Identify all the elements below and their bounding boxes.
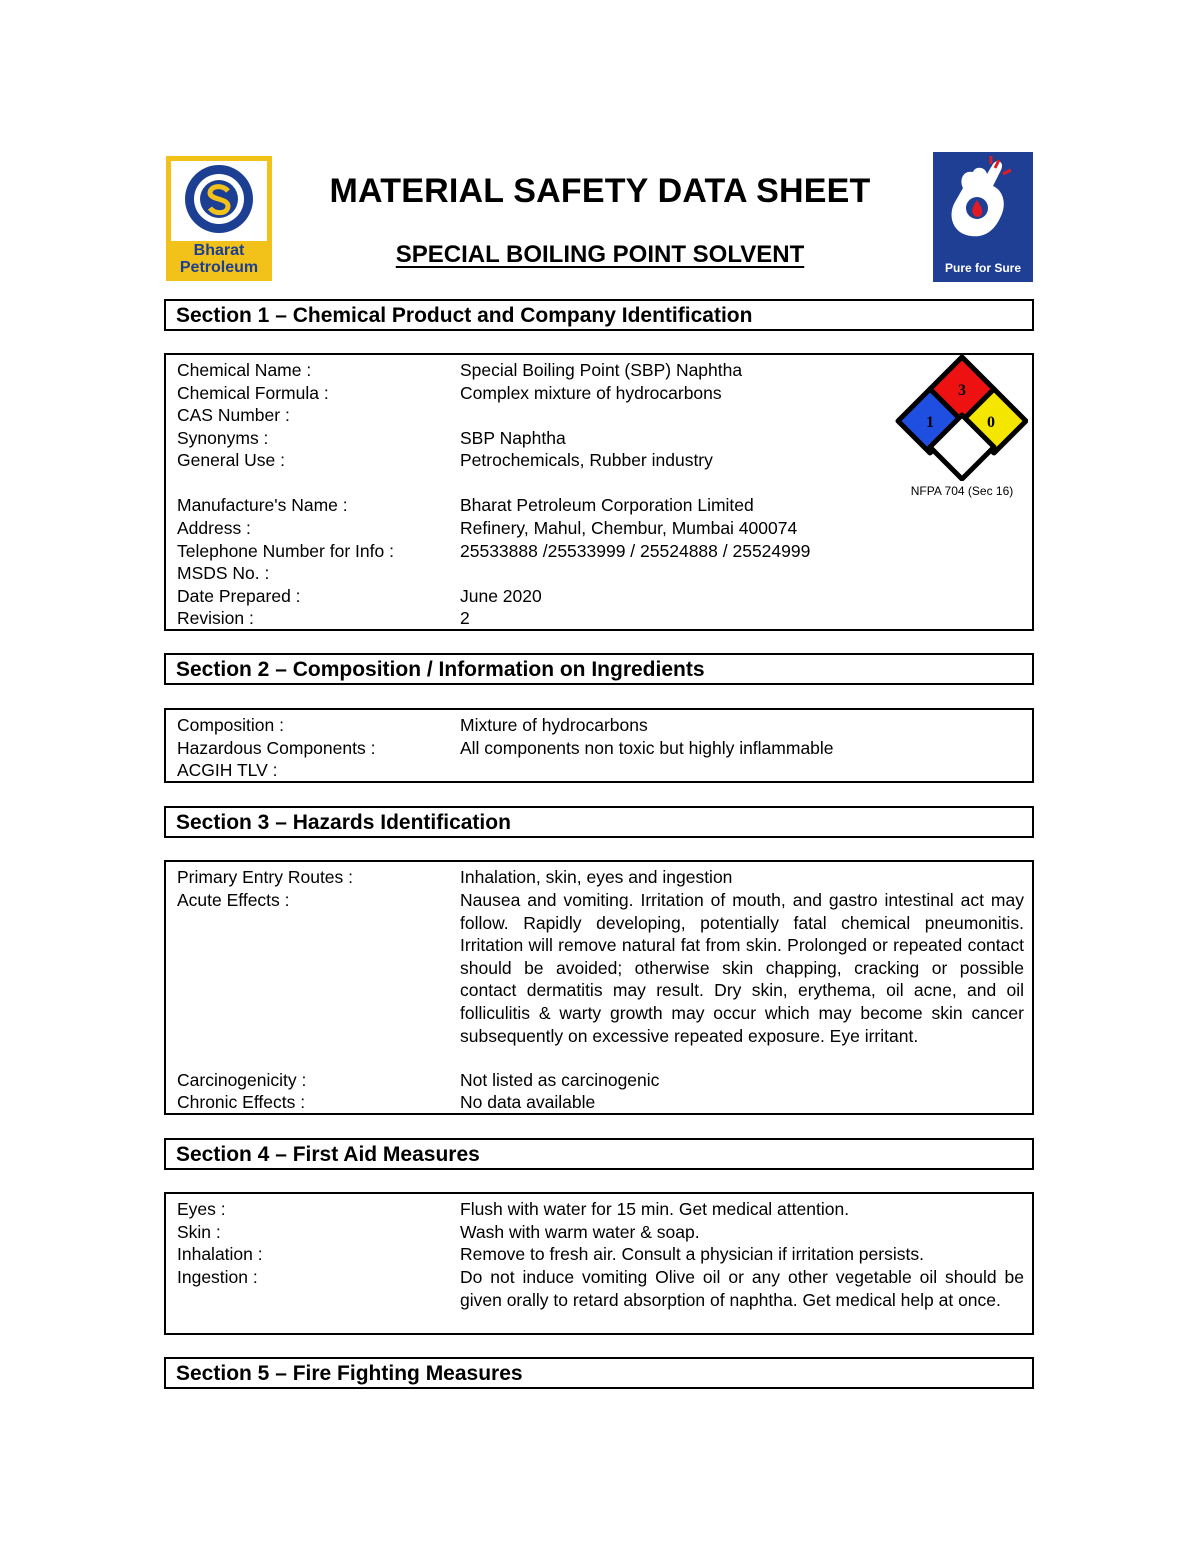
section-4-box xyxy=(164,1192,1034,1335)
ok-hand-icon xyxy=(933,152,1033,257)
field-value: Flush with water for 15 min. Get medical attention. xyxy=(460,1199,850,1219)
section-3-box xyxy=(164,860,1034,1115)
field-value-paragraph: Do not induce vomiting Olive oil or any other vegetable oil should be given orally to retard absorption of naphtha. Get medical help at once. xyxy=(460,1267,1024,1310)
field-label: Revision : xyxy=(177,608,254,628)
field-value: 2 xyxy=(460,608,470,628)
field-value: Petrochemicals, Rubber industry xyxy=(460,450,713,470)
nfpa-diamond xyxy=(892,355,1028,481)
section-4-heading: Section 4 – First Aid Measures xyxy=(164,1138,1034,1170)
field-label: Telephone Number for Info : xyxy=(177,541,394,561)
field-value: All components non toxic but highly inflammable xyxy=(460,738,834,758)
field-value: Refinery, Mahul, Chembur, Mumbai 400074 xyxy=(460,518,798,538)
section-1-heading: Section 1 – Chemical Product and Company Identification xyxy=(164,299,1034,331)
field-value-paragraph: Nausea and vomiting. Irritation of mouth, and gastro intestinal act may follow. Rapidly developing, potentially fatal chemical pneumonitis. Irritation will remove natural fat from skin. Prolonged or repeated contact should be avoided; otherwise skin chapping, cracking or possible contact dermatitis may result. Dry skin, erythema, oil acne, and oil folliculitis & warty growth may occur which may become skin cancer subsequently on excessive repeated exposure. Eye irritant. xyxy=(460,890,1024,1046)
field-label: Synonyms : xyxy=(177,428,269,448)
field-label: Chemical Formula : xyxy=(177,383,329,403)
field-label: Hazardous Components : xyxy=(177,738,376,758)
bp-logo-line1: Bharat xyxy=(193,242,245,259)
pure-for-sure-logo xyxy=(933,152,1033,282)
field-value: 25533888 /25533999 / 25524888 / 25524999 xyxy=(460,541,811,561)
field-label: CAS Number : xyxy=(177,405,290,425)
field-label: ACGIH TLV : xyxy=(177,760,278,780)
pure-for-sure-tagline: Pure for Sure xyxy=(944,261,1022,275)
field-label: Skin : xyxy=(177,1222,221,1242)
section-2-heading: Section 2 – Composition / Information on Ingredients xyxy=(164,653,1034,685)
field-label: Ingestion : xyxy=(177,1267,258,1287)
section-3-heading: Section 3 – Hazards Identification xyxy=(164,806,1034,838)
field-label: Address : xyxy=(177,518,251,538)
field-value: Inhalation, skin, eyes and ingestion xyxy=(460,867,733,887)
field-value: No data available xyxy=(460,1092,596,1112)
field-label: General Use : xyxy=(177,450,285,470)
field-label: Primary Entry Routes : xyxy=(177,867,354,887)
field-value: Complex mixture of hydrocarbons xyxy=(460,383,722,403)
field-label: Chemical Name : xyxy=(177,360,312,380)
nfpa-flammability-value: 3 xyxy=(958,382,966,399)
field-label: Composition : xyxy=(177,715,284,735)
field-label: Chronic Effects : xyxy=(177,1092,306,1112)
section-2-box xyxy=(164,708,1034,783)
bharat-petroleum-logo xyxy=(166,156,272,281)
field-value: Special Boiling Point (SBP) Naphtha xyxy=(460,360,743,380)
field-label: Acute Effects : xyxy=(177,890,290,910)
field-value: Bharat Petroleum Corporation Limited xyxy=(460,495,754,515)
field-value: Mixture of hydrocarbons xyxy=(460,715,648,735)
document-title: MATERIAL SAFETY DATA SHEET xyxy=(329,172,871,210)
field-label: Carcinogenicity : xyxy=(177,1070,307,1090)
field-value: Remove to fresh air. Consult a physician if irritation persists. xyxy=(460,1244,924,1264)
field-value: June 2020 xyxy=(460,586,542,606)
nfpa-caption: NFPA 704 (Sec 16) xyxy=(910,484,1014,498)
field-label: Date Prepared : xyxy=(177,586,301,606)
field-label: Manufacture's Name : xyxy=(177,495,348,515)
nfpa-reactivity-value: 0 xyxy=(987,414,995,431)
document-subtitle: SPECIAL BOILING POINT SOLVENT xyxy=(395,241,805,268)
bp-logo-line2: Petroleum xyxy=(179,259,259,276)
field-value: SBP Naphtha xyxy=(460,428,566,448)
field-value: Not listed as carcinogenic xyxy=(460,1070,660,1090)
field-value: Wash with warm water & soap. xyxy=(460,1222,700,1242)
field-label: Eyes : xyxy=(177,1199,226,1219)
bp-emblem-icon xyxy=(182,162,256,236)
section-5-heading: Section 5 – Fire Fighting Measures xyxy=(164,1357,1034,1389)
field-label: Inhalation : xyxy=(177,1244,263,1264)
field-label: MSDS No. : xyxy=(177,563,270,583)
nfpa-health-value: 1 xyxy=(926,414,934,431)
